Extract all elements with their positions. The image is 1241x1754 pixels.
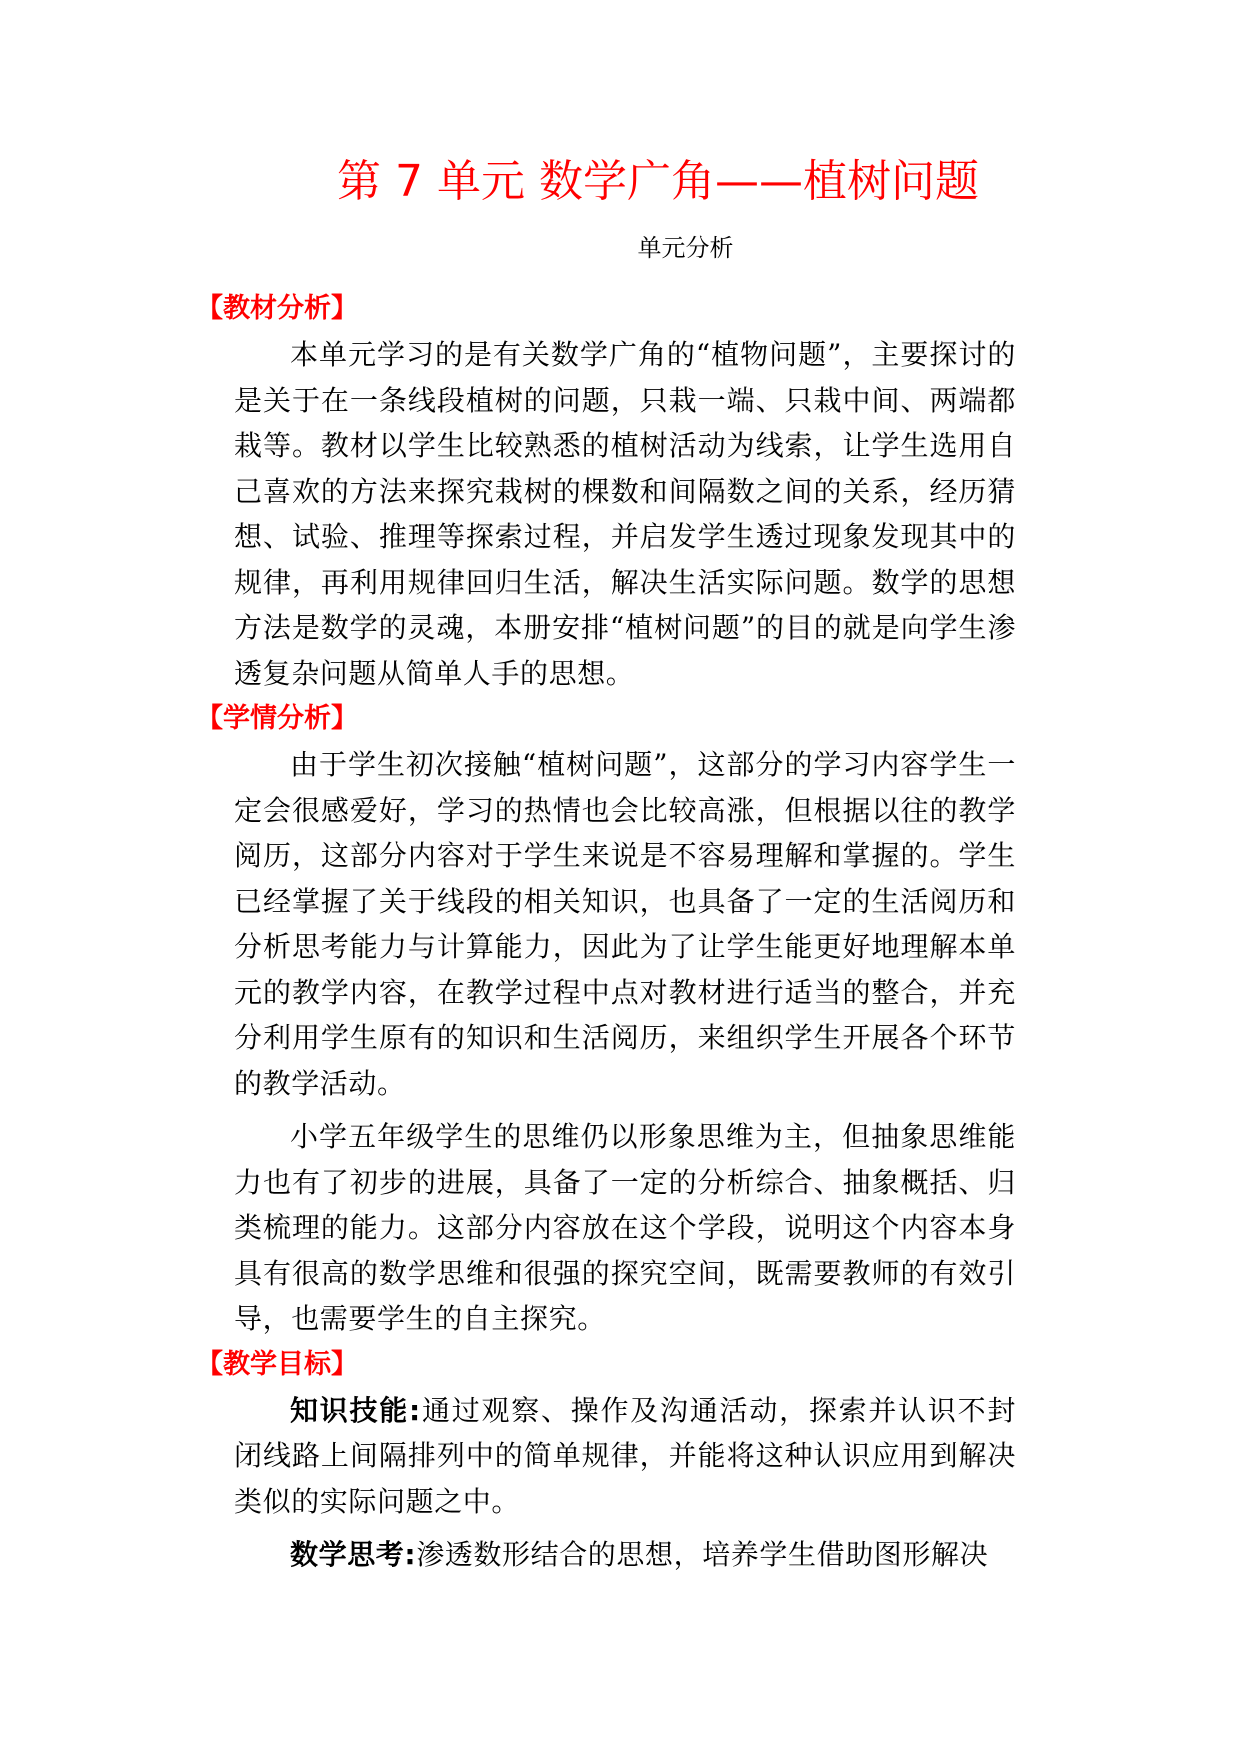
goal-label: 知识技能: — [290, 1393, 421, 1427]
section-student-analysis — [196, 696, 1016, 1342]
goal-paragraph — [196, 1388, 1016, 1525]
paragraph-spacer — [196, 1106, 1016, 1114]
section-heading: 【学情分析】 — [196, 703, 358, 734]
paragraph: 小学五年级学生的思维仍以形象思维为主，但抽象思维能力也有了初步的进展，具备了一定的分析综合、抽象概括、归类梳理的能力。这部分内容放在这个学段，说明这个内容本身具有很高的数学思维和很强的探究空间，既需要教师的有效引导，也需要学生的自主探究。 — [234, 1120, 1016, 1335]
section-heading: 【教材分析】 — [196, 293, 358, 324]
goal-text: 渗透数形结合的思想，培养学生借助图形解决 — [416, 1538, 989, 1571]
section-textbook-analysis — [196, 286, 1016, 696]
section-heading: 【教学目标】 — [196, 1348, 358, 1380]
goal-text: 通过观察、操作及沟通活动，探索并认识不封闭线路上间隔排列中的简单规律，并能将这种认识应用到解决类似的实际问题之中。 — [234, 1393, 1016, 1518]
document-title: 第 7 单元 数学广角——植树问题 — [337, 156, 979, 207]
section-teaching-goals — [196, 1342, 1016, 1578]
goal-label: 数学思考: — [290, 1538, 417, 1571]
paragraph: 本单元学习的是有关数学广角的“植物问题”，主要探讨的是关于在一条线段植树的问题，只栽一端、只栽中间、两端都栽等。教材以学生比较熟悉的植树活动为线索，让学生选用自己喜欢的方法来探究栽树的棵数和间隔数之间的关系，经历猜想、试验、推理等探索过程，并启发学生透过现象发现其中的规律，再利用规律回归生活，解决生活实际问题。数学的思想方法是数学的灵魂，本册安排“植树问题”的目的就是向学生渗透复杂问题从简单人手的思想。 — [234, 338, 1016, 690]
paragraph: 由于学生初次接触“植树问题”，这部分的学习内容学生一定会很感爱好，学习的热情也会比较高涨，但根据以往的教学阅历，这部分内容对于学生来说是不容易理解和掌握的。学生已经掌握了关于线段的相关知识，也具备了一定的生活阅历和分析思考能力与计算能力，因此为了让学生能更好地理解本单元的教学内容，在教学过程中点对教材进行适当的整合，并充分利用学生原有的知识和生活阅历，来组织学生开展各个环节的教学活动。 — [234, 748, 1016, 1100]
document-subtitle: 单元分析 — [637, 234, 734, 262]
document-body — [196, 286, 1016, 1578]
paragraph-spacer — [196, 1524, 1016, 1532]
goal-paragraph — [196, 1532, 1016, 1578]
